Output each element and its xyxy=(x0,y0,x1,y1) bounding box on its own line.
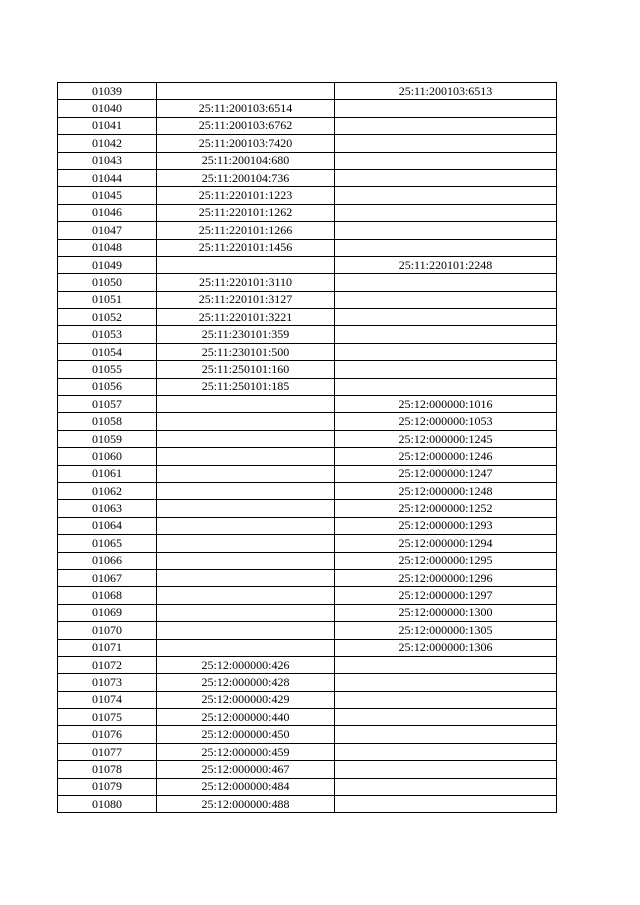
row-number-cell: 01052 xyxy=(58,309,157,326)
cadastral-number-alt-cell xyxy=(335,100,557,117)
row-number-cell: 01056 xyxy=(58,378,157,395)
cadastral-number-cell xyxy=(157,256,335,273)
cadastral-number-alt-cell xyxy=(335,169,557,186)
cadastral-number-alt-cell xyxy=(335,274,557,291)
row-number-cell: 01067 xyxy=(58,569,157,586)
table-row xyxy=(58,361,557,378)
cadastral-number-cell: 25:11:250101:185 xyxy=(157,378,335,395)
table-row xyxy=(58,222,557,239)
cadastral-number-cell: 25:11:200103:7420 xyxy=(157,135,335,152)
cadastral-number-alt-cell xyxy=(335,656,557,673)
row-number-cell: 01053 xyxy=(58,326,157,343)
cadastral-number-cell xyxy=(157,465,335,482)
cadastral-number-cell xyxy=(157,517,335,534)
cadastral-number-cell: 25:11:220101:1266 xyxy=(157,222,335,239)
row-number-cell: 01071 xyxy=(58,639,157,656)
row-number-cell: 01062 xyxy=(58,482,157,499)
cadastral-number-alt-cell xyxy=(335,239,557,256)
row-number-cell: 01074 xyxy=(58,691,157,708)
cadastral-number-cell xyxy=(157,396,335,413)
cadastral-number-alt-cell xyxy=(335,761,557,778)
cadastral-number-cell: 25:11:220101:3110 xyxy=(157,274,335,291)
cadastral-number-cell: 25:12:000000:428 xyxy=(157,674,335,691)
row-number-cell: 01066 xyxy=(58,552,157,569)
table-row xyxy=(58,343,557,360)
cadastral-number-alt-cell: 25:12:000000:1245 xyxy=(335,430,557,447)
cadastral-number-cell xyxy=(157,430,335,447)
table-row xyxy=(58,169,557,186)
table-row xyxy=(58,569,557,586)
cadastral-number-cell xyxy=(157,83,335,100)
table-row xyxy=(58,100,557,117)
row-number-cell: 01076 xyxy=(58,726,157,743)
cadastral-number-alt-cell xyxy=(335,326,557,343)
table-row xyxy=(58,187,557,204)
row-number-cell: 01060 xyxy=(58,448,157,465)
table-row xyxy=(58,709,557,726)
cadastral-number-alt-cell: 25:12:000000:1300 xyxy=(335,604,557,621)
row-number-cell: 01050 xyxy=(58,274,157,291)
row-number-cell: 01043 xyxy=(58,152,157,169)
cadastral-number-alt-cell: 25:12:000000:1053 xyxy=(335,413,557,430)
table-row xyxy=(58,535,557,552)
table-row xyxy=(58,291,557,308)
cadastral-number-alt-cell xyxy=(335,709,557,726)
row-number-cell: 01039 xyxy=(58,83,157,100)
cadastral-number-cell xyxy=(157,622,335,639)
table-row xyxy=(58,796,557,813)
cadastral-number-cell: 25:11:220101:1262 xyxy=(157,204,335,221)
row-number-cell: 01040 xyxy=(58,100,157,117)
cadastral-number-alt-cell xyxy=(335,361,557,378)
table-row xyxy=(58,396,557,413)
cadastral-number-alt-cell: 25:12:000000:1293 xyxy=(335,517,557,534)
cadastral-number-cell xyxy=(157,639,335,656)
table-body xyxy=(58,83,557,813)
cadastral-number-cell: 25:12:000000:484 xyxy=(157,778,335,795)
cadastral-number-cell: 25:11:220101:1223 xyxy=(157,187,335,204)
cadastral-number-alt-cell xyxy=(335,291,557,308)
table-row xyxy=(58,482,557,499)
table-row xyxy=(58,743,557,760)
cadastral-number-alt-cell xyxy=(335,796,557,813)
table-row xyxy=(58,552,557,569)
cadastral-number-alt-cell xyxy=(335,204,557,221)
table-row xyxy=(58,152,557,169)
cadastral-number-alt-cell: 25:12:000000:1296 xyxy=(335,569,557,586)
table-row xyxy=(58,674,557,691)
row-number-cell: 01059 xyxy=(58,430,157,447)
cadastral-number-cell: 25:12:000000:429 xyxy=(157,691,335,708)
cadastral-number-cell xyxy=(157,587,335,604)
cadastral-number-cell xyxy=(157,552,335,569)
row-number-cell: 01051 xyxy=(58,291,157,308)
table-row xyxy=(58,309,557,326)
cadastral-number-cell: 25:11:230101:500 xyxy=(157,343,335,360)
row-number-cell: 01072 xyxy=(58,656,157,673)
row-number-cell: 01041 xyxy=(58,117,157,134)
cadastral-number-alt-cell: 25:12:000000:1295 xyxy=(335,552,557,569)
row-number-cell: 01070 xyxy=(58,622,157,639)
cadastral-number-cell: 25:12:000000:459 xyxy=(157,743,335,760)
row-number-cell: 01079 xyxy=(58,778,157,795)
table-row xyxy=(58,500,557,517)
cadastral-number-cell: 25:12:000000:426 xyxy=(157,656,335,673)
row-number-cell: 01049 xyxy=(58,256,157,273)
row-number-cell: 01048 xyxy=(58,239,157,256)
table-row xyxy=(58,239,557,256)
row-number-cell: 01045 xyxy=(58,187,157,204)
cadastral-number-cell: 25:11:220101:3221 xyxy=(157,309,335,326)
cadastral-number-alt-cell: 25:11:200103:6513 xyxy=(335,83,557,100)
cadastral-number-cell: 25:12:000000:467 xyxy=(157,761,335,778)
row-number-cell: 01073 xyxy=(58,674,157,691)
cadastral-number-alt-cell xyxy=(335,309,557,326)
cadastral-number-alt-cell xyxy=(335,343,557,360)
cadastral-number-cell: 25:12:000000:440 xyxy=(157,709,335,726)
table-row xyxy=(58,378,557,395)
table-row xyxy=(58,726,557,743)
cadastral-number-alt-cell xyxy=(335,778,557,795)
row-number-cell: 01057 xyxy=(58,396,157,413)
cadastral-number-cell: 25:11:250101:160 xyxy=(157,361,335,378)
table-row xyxy=(58,465,557,482)
row-number-cell: 01068 xyxy=(58,587,157,604)
cadastral-number-alt-cell xyxy=(335,691,557,708)
cadastral-number-cell xyxy=(157,535,335,552)
row-number-cell: 01063 xyxy=(58,500,157,517)
cadastral-number-alt-cell: 25:12:000000:1297 xyxy=(335,587,557,604)
cadastral-number-cell xyxy=(157,448,335,465)
cadastral-number-alt-cell xyxy=(335,135,557,152)
table-row xyxy=(58,656,557,673)
cadastral-number-cell: 25:11:200104:680 xyxy=(157,152,335,169)
table-row xyxy=(58,761,557,778)
table-row xyxy=(58,778,557,795)
cadastral-number-cell: 25:11:200103:6762 xyxy=(157,117,335,134)
row-number-cell: 01065 xyxy=(58,535,157,552)
cadastral-number-alt-cell xyxy=(335,726,557,743)
cadastral-number-alt-cell xyxy=(335,674,557,691)
cadastral-number-alt-cell: 25:12:000000:1247 xyxy=(335,465,557,482)
cadastral-number-alt-cell: 25:12:000000:1248 xyxy=(335,482,557,499)
cadastral-number-cell: 25:11:220101:1456 xyxy=(157,239,335,256)
row-number-cell: 01077 xyxy=(58,743,157,760)
cadastral-number-alt-cell xyxy=(335,187,557,204)
cadastral-number-alt-cell xyxy=(335,378,557,395)
cadastral-number-cell: 25:11:220101:3127 xyxy=(157,291,335,308)
cadastral-number-cell: 25:11:200104:736 xyxy=(157,169,335,186)
table-row xyxy=(58,587,557,604)
table-row xyxy=(58,274,557,291)
cadastral-number-cell xyxy=(157,413,335,430)
row-number-cell: 01069 xyxy=(58,604,157,621)
table-row xyxy=(58,517,557,534)
cadastral-number-cell: 25:11:200103:6514 xyxy=(157,100,335,117)
row-number-cell: 01058 xyxy=(58,413,157,430)
row-number-cell: 01042 xyxy=(58,135,157,152)
row-number-cell: 01046 xyxy=(58,204,157,221)
row-number-cell: 01078 xyxy=(58,761,157,778)
row-number-cell: 01044 xyxy=(58,169,157,186)
data-table xyxy=(57,82,557,813)
cadastral-number-alt-cell xyxy=(335,222,557,239)
cadastral-number-alt-cell xyxy=(335,152,557,169)
cadastral-number-cell: 25:12:000000:450 xyxy=(157,726,335,743)
table-row xyxy=(58,622,557,639)
table-row xyxy=(58,326,557,343)
cadastral-number-cell xyxy=(157,500,335,517)
table-row xyxy=(58,413,557,430)
cadastral-number-alt-cell: 25:12:000000:1306 xyxy=(335,639,557,656)
cadastral-number-alt-cell xyxy=(335,743,557,760)
row-number-cell: 01080 xyxy=(58,796,157,813)
cadastral-number-alt-cell: 25:12:000000:1246 xyxy=(335,448,557,465)
cadastral-number-alt-cell: 25:12:000000:1016 xyxy=(335,396,557,413)
table-row xyxy=(58,604,557,621)
row-number-cell: 01054 xyxy=(58,343,157,360)
row-number-cell: 01047 xyxy=(58,222,157,239)
cadastral-number-cell: 25:12:000000:488 xyxy=(157,796,335,813)
cadastral-number-cell xyxy=(157,569,335,586)
cadastral-number-cell: 25:11:230101:359 xyxy=(157,326,335,343)
row-number-cell: 01075 xyxy=(58,709,157,726)
table-row xyxy=(58,448,557,465)
row-number-cell: 01064 xyxy=(58,517,157,534)
table-row xyxy=(58,204,557,221)
cadastral-number-alt-cell: 25:12:000000:1252 xyxy=(335,500,557,517)
table-row xyxy=(58,691,557,708)
table-row xyxy=(58,639,557,656)
cadastral-number-alt-cell: 25:11:220101:2248 xyxy=(335,256,557,273)
cadastral-number-alt-cell xyxy=(335,117,557,134)
cadastral-number-cell xyxy=(157,482,335,499)
cadastral-number-alt-cell: 25:12:000000:1305 xyxy=(335,622,557,639)
cadastral-number-alt-cell: 25:12:000000:1294 xyxy=(335,535,557,552)
cadastral-number-cell xyxy=(157,604,335,621)
row-number-cell: 01055 xyxy=(58,361,157,378)
table-row xyxy=(58,117,557,134)
table-row xyxy=(58,256,557,273)
row-number-cell: 01061 xyxy=(58,465,157,482)
table-row xyxy=(58,135,557,152)
table-row xyxy=(58,83,557,100)
table-row xyxy=(58,430,557,447)
